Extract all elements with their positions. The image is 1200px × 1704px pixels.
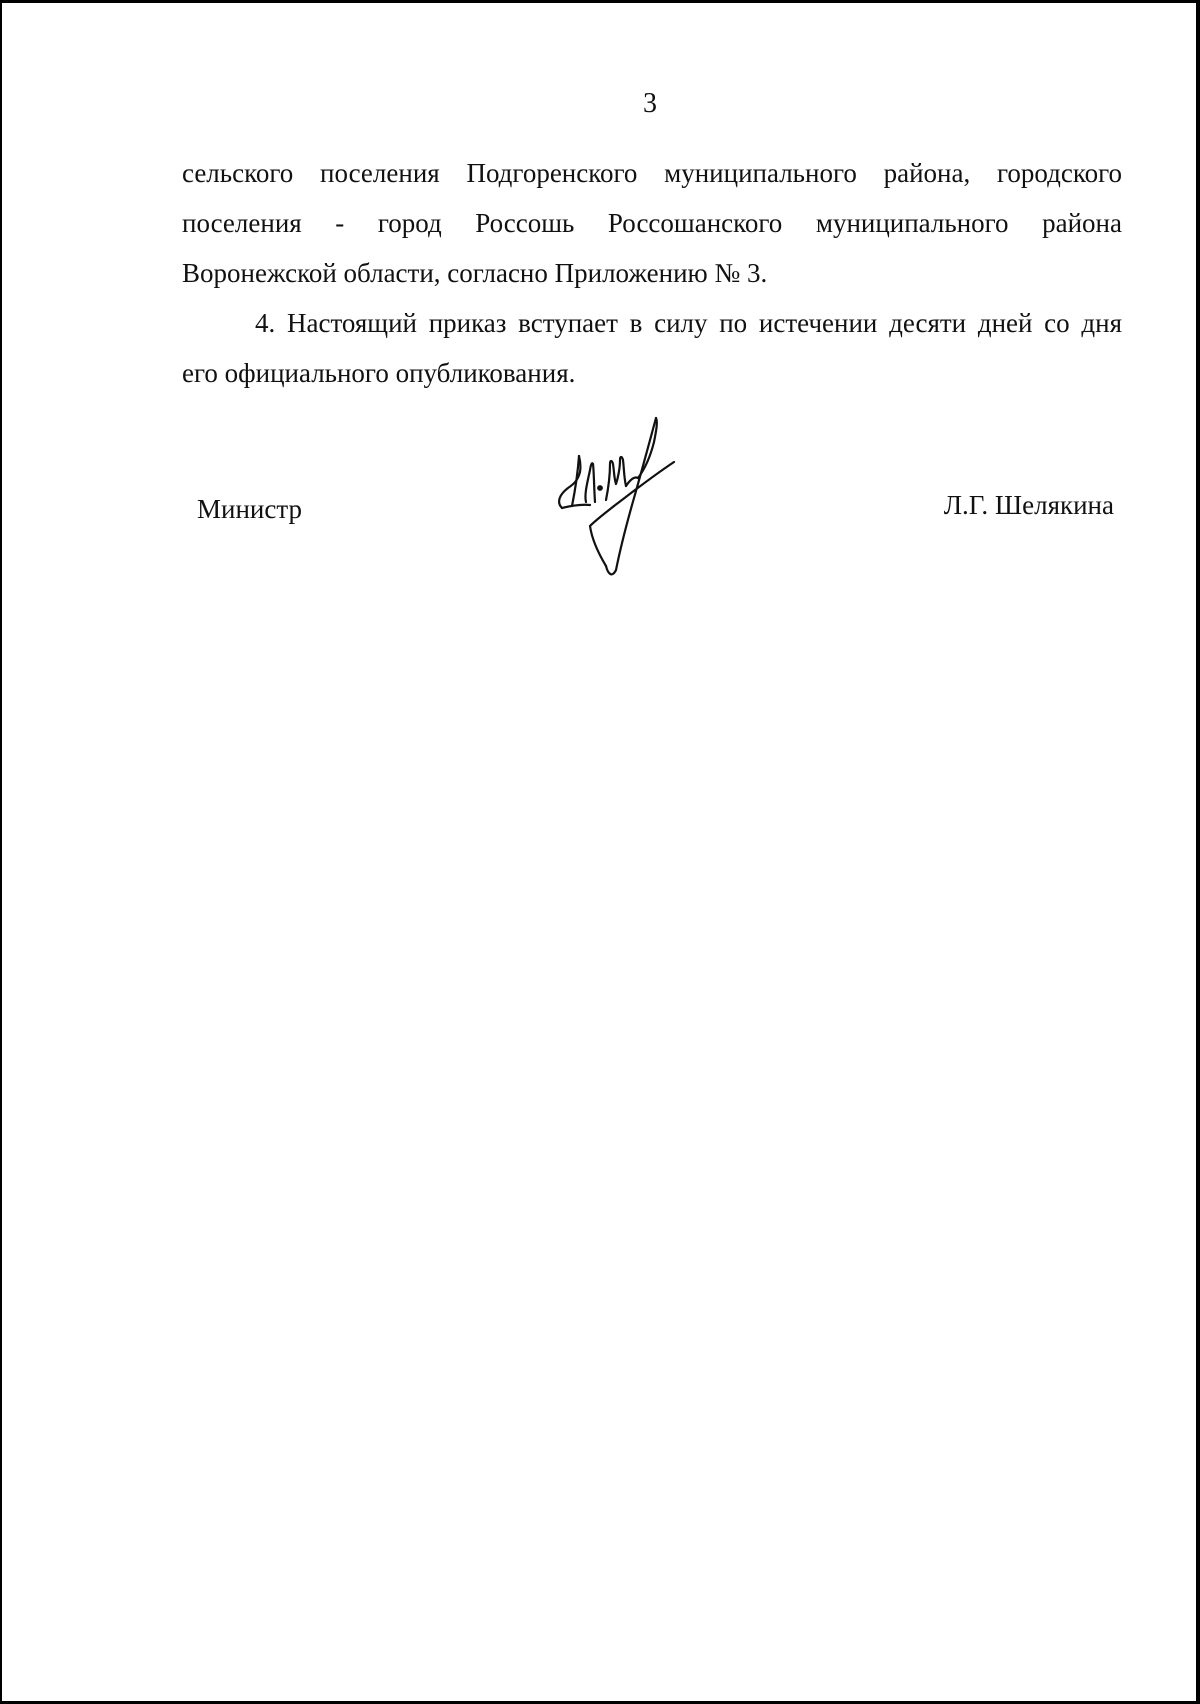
- paragraph-1: [182, 148, 1122, 298]
- paragraph-line: 4. Настоящий приказ вступает в силу по истечении десяти дней со дня: [255, 308, 1122, 338]
- signatory-name: Л.Г. Шелякина: [943, 490, 1114, 520]
- signatory-title: Министр: [197, 494, 302, 524]
- paragraph-2: [182, 298, 1122, 398]
- paragraph-line: поселения - город Россошь Россошанского муниципального района: [182, 208, 1122, 238]
- paragraph-line: сельского поселения Подгоренского муниципального района, городского: [182, 158, 1122, 188]
- paragraph-line: его официального опубликования.: [182, 358, 576, 388]
- paragraph-line: Воронежской области, согласно Приложению № 3.: [182, 258, 768, 288]
- page-number: 3: [643, 88, 657, 119]
- handwritten-signature-icon: [550, 410, 710, 590]
